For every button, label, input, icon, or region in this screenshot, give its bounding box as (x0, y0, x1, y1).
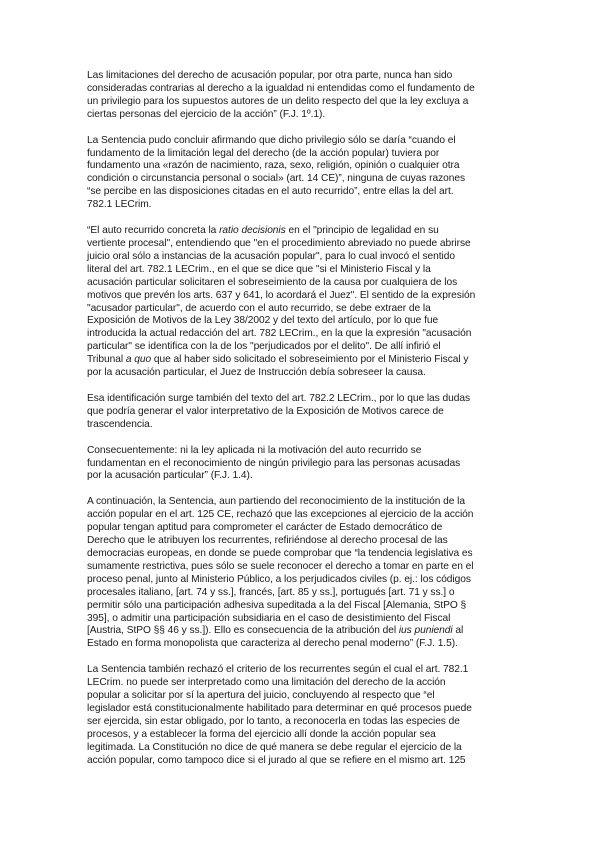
paragraph-1 (87, 70, 517, 122)
text-run: al Estado en forma monopolista que caracteriza al derecho penal moderno” (F.J. 1.5). (87, 625, 464, 650)
paragraph-4 (87, 393, 517, 432)
italic-text-run: ratio decisionis (219, 225, 286, 237)
paragraph-5 (87, 445, 517, 484)
italic-text-run: a quo (125, 354, 152, 366)
text-run: La Sentencia también rechazó el criterio de los recurrentes según el cual el art. 782.1 LECrim. no puede ser interpretado como una limitación del derecho de la acción popular a solicitar por sí la apertura del juicio, concluyendo al respecto que “el legislador está constitucionalmente habilitado para determinar en qué procesos puede ser ejercida, sin estar obligado, por lo tanto, a reconocerla en todas las especies de procesos, y a establecer la forma del ejercicio allí donde la acción popular sea legitimada. La Constitución no dice de qué manera se debe regular el ejercicio de la acción popular, como tampoco dice si el jurado al que se refiere en el mismo art. 125 (87, 664, 472, 766)
document-body (87, 70, 517, 781)
text-run: “El auto recurrido concreta la (87, 225, 220, 237)
paragraph-6 (87, 496, 517, 651)
text-run: Esa identificación surge también del texto del art. 782.2 LECrim., por lo que las dudas que podría generar el valor interpretativo de la Exposición de Motivos carece de trascendencia. (87, 392, 470, 430)
text-run: A continuación, la Sentencia, aun partiendo del reconocimiento de la institución de la acción popular en el art. 125 CE, rechazó que las excepciones al ejercicio de la acción popular tengan aptitud para comprometer el carácter de Estado democrático de Derecho que le atribuyen los recurrentes, refiriéndose al derecho procesal de las democracias europeas, en donde se puede comprobar que “la tendencia legislativa es sumamente restrictiva, pues sólo se suele reconocer el derecho a tomar en parte en el proceso penal, junto al Ministerio Público, a los perjudicados civiles (p. ej.: los códigos procesales italiano, [art. 74 y ss.], francés, [art. 85 y ss.], portugués [art. 71 y ss.] o permitir sólo una participación adhesiva supeditada a la del Fiscal [Alemania, StPO § 395], o admitir una participación subsidiaria en el caso de desistimiento del Fiscal [Austria, StPO §§ 46 y ss.]). Ello es consecuencia de la atribución del (87, 496, 474, 637)
paragraph-3 (87, 225, 517, 380)
text-run: en el "principio de legalidad en su vertiente procesal", entendiendo que "en el procedimiento abreviado no puede abrirse juicio oral sólo a instancias de la acusación popular", para lo cual invocó el sentido literal del art. 782.1 LECrim., en el que se dice que "si el Ministerio Fiscal y la acusación particular solicitaren el sobreseimiento de la causa por cualquiera de los motivos que prevén los arts. 637 y 641, lo acordará el Juez". El sentido de la expresión "acusador particular", de acuerdo con el auto recurrido, se debe extraer de la Exposición de Motivos de la Ley 38/2002 y del texto del artículo, por lo que fue introducida la actual redacción del art. 782 LECrim., en la que la expresión "acusación particular" se identifica con la de los "perjudicados por el delito". De allí infirió el Tribunal (87, 225, 476, 366)
paragraph-7 (87, 664, 517, 767)
italic-text-run: ius puniendi (398, 625, 453, 637)
text-run: La Sentencia pudo concluir afirmando que dicho privilegio sólo se daría “cuando el fundamento de la limitación legal del derecho (de la acción popular) tuviera por fundamento una «razón de nacimiento, raza, sexo, religión, opinión o cualquier otra condición o circunstancia personal o social» (art. 14 CE)”, ninguna de cuyas razones “se percibe en las disposiciones citadas en el auto recurrido”, entre ellas la del art. 782.1 LECrim. (87, 134, 466, 211)
text-run: Consecuentemente: ni la ley aplicada ni la motivación del auto recurrido se fundamentan en el reconocimiento de ningún privilegio para las personas acusadas por la acusación particular” (F.J. 1.4). (87, 444, 461, 482)
text-run: Las limitaciones del derecho de acusación popular, por otra parte, nunca han sido consideradas contrarias al derecho a la igualdad ni entendidas como el fundamento de un privilegio para los supuestos autores de un delito respecto del que la ley excluya a ciertas personas del ejercicio de la acción” (F.J. 1º.1). (87, 70, 475, 120)
text-run: que al haber sido solicitado el sobreseimiento por el Ministerio Fiscal y por la acusación particular, el Juez de Instrucción debía sobreseer la causa. (87, 354, 469, 379)
paragraph-2 (87, 135, 517, 212)
